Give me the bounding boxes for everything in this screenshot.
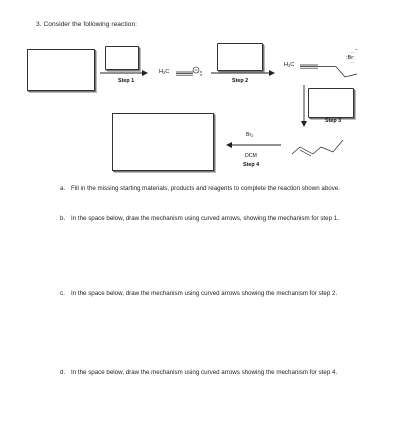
step1-label: Step 1 (118, 78, 135, 84)
part-b (60, 214, 370, 223)
part-b-letter: b. (60, 215, 66, 222)
part-c-text: In the space below, draw the mechanism using curved arrows showing the mechanism for step 2. (71, 290, 338, 297)
part-d (60, 368, 370, 377)
part-a (60, 184, 370, 193)
bromide-ion: :Br: (346, 55, 355, 61)
step4-solvent: DCM (245, 153, 257, 159)
alkene-product (292, 140, 343, 156)
alkyne-methyl: $H_3C$ (284, 62, 295, 68)
alkyne-chain (300, 65, 357, 77)
step4-reagent: $Br_2$ (246, 132, 254, 138)
part-d-text: In the space below, draw the mechanism using curved arrows showing the mechanism for step 4. (71, 369, 338, 376)
part-a-letter: a. (60, 185, 66, 192)
step3-label: Step 3 (325, 118, 342, 124)
bromide-lone-pair-bottom: ·· (351, 60, 355, 66)
bromide-charge: − (355, 47, 358, 53)
step2-label: Step 2 (232, 78, 249, 84)
part-d-letter: d. (60, 369, 66, 376)
part-c-letter: c. (60, 290, 65, 297)
question-title: 3. Consider the following reaction: (36, 21, 138, 28)
step4-label: Step 4 (243, 162, 260, 168)
reaction-scheme (0, 0, 394, 200)
part-b-text: In the space below, draw the mechanism using curved arrows, showing the mechanism for step 1. (71, 215, 339, 222)
part-a-text: Fill in the missing starting materials, products and reagents to complete the reaction shown above. (71, 185, 340, 192)
acetylide-triple-bond (176, 72, 193, 75)
acetylide-methyl: $H_3C$ (159, 69, 170, 75)
part-c (60, 289, 370, 298)
bromide-lone-pair-top: ·· (351, 50, 355, 56)
scheme-lines (0, 0, 394, 200)
